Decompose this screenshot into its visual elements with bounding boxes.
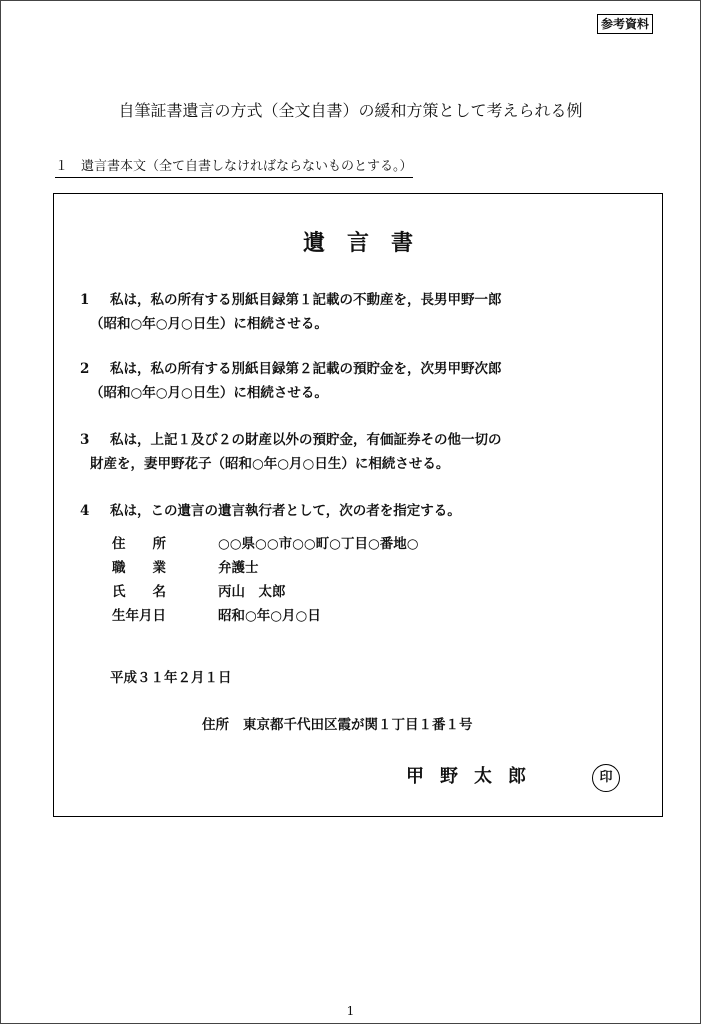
executor-row-name xyxy=(112,580,419,604)
executor-label: 職 業 xyxy=(112,560,166,576)
clause-number: 3 xyxy=(80,432,90,448)
executor-row-birthdate xyxy=(112,604,419,628)
will-date: 平成３１年２月１日 xyxy=(110,670,232,686)
clause-1 xyxy=(80,288,650,336)
clause-text-continued: （昭和○年○月○日生）に相続させる。 xyxy=(90,316,328,332)
clause-4 xyxy=(80,499,650,523)
executor-value: 弁護士 xyxy=(218,560,259,576)
reference-badge: 参考資料 xyxy=(597,14,653,34)
clause-number: 2 xyxy=(80,361,90,377)
seal-stamp-icon: 印 xyxy=(592,764,620,792)
executor-value: 丙山 太郎 xyxy=(218,584,286,600)
will-body-box xyxy=(53,193,663,817)
testator-signature: 甲野太郎 xyxy=(406,766,542,787)
clause-text: 私は，この遺言の遺言執行者として，次の者を指定する。 xyxy=(110,503,461,519)
clause-text-continued: （昭和○年○月○日生）に相続させる。 xyxy=(90,385,328,401)
page-number: 1 xyxy=(346,1004,355,1018)
clause-number: 1 xyxy=(80,292,90,308)
executor-label: 住 所 xyxy=(112,536,166,552)
executor-details xyxy=(112,532,419,628)
executor-value: 昭和○年○月○日 xyxy=(218,608,321,624)
clause-text: 私は，私の所有する別紙目録第１記載の不動産を，長男甲野一郎 xyxy=(110,292,502,308)
clause-text: 私は，私の所有する別紙目録第２記載の預貯金を，次男甲野次郎 xyxy=(110,361,502,377)
clause-2 xyxy=(80,357,650,405)
testator-address xyxy=(202,713,473,733)
clause-text: 私は，上記１及び２の財産以外の預貯金，有価証券その他一切の xyxy=(110,432,502,448)
will-title: 遺言書 xyxy=(302,230,435,256)
executor-label: 氏 名 xyxy=(112,584,166,600)
clause-number: 4 xyxy=(80,503,90,519)
executor-row-occupation xyxy=(112,556,419,580)
address-value: 東京都千代田区霞が関１丁目１番１号 xyxy=(243,717,473,733)
executor-value: ○○県○○市○○町○丁目○番地○ xyxy=(218,536,419,552)
clause-text-continued: 財産を，妻甲野花子（昭和○年○月○日生）に相続させる。 xyxy=(90,456,450,472)
clause-3 xyxy=(80,428,650,476)
executor-row-address xyxy=(112,532,419,556)
executor-label: 生年月日 xyxy=(112,608,166,624)
address-label: 住所 xyxy=(202,717,229,733)
section-heading: １ 遺言書本文（全て自書しなければならないものとする。） xyxy=(55,158,413,178)
document-title: 自筆証書遺言の方式（全文自書）の緩和方策として考えられる例 xyxy=(118,101,583,120)
